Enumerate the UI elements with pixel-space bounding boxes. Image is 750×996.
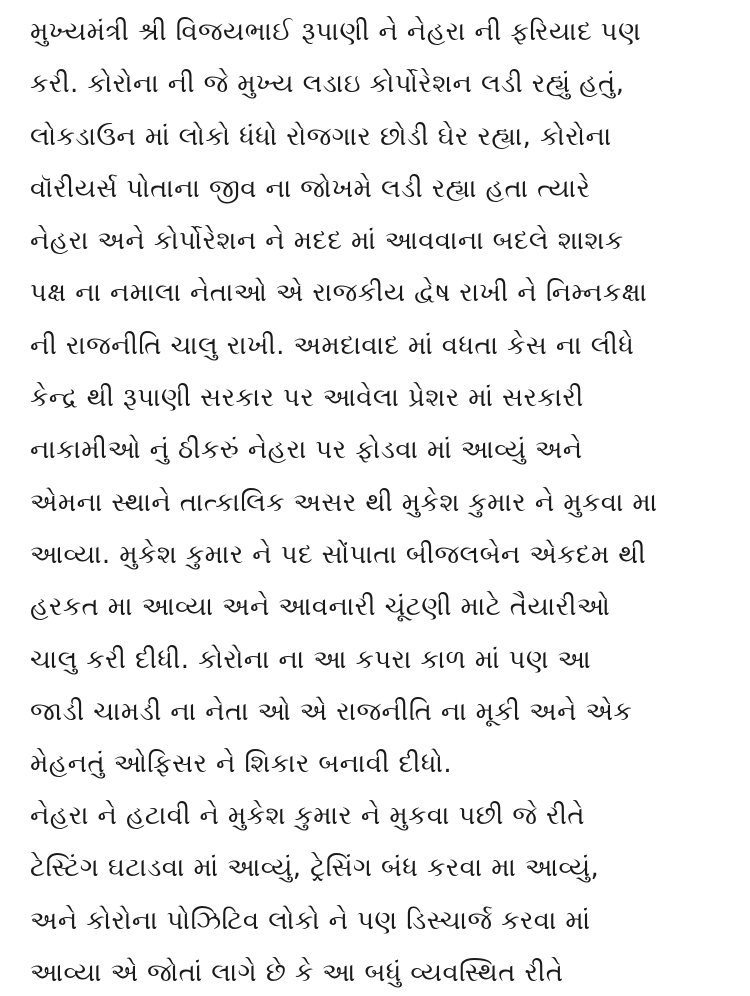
text-line: મેહનતું ઓફિસર ને શિકાર બનાવી દીધો.	[30, 749, 453, 780]
paragraph-2	[30, 790, 730, 996]
text-line: મુખ્યમંત્રી શ્રી વિજયભાઈ રૂપાણી ને નેહરા ની ફરિયાદ પણ	[30, 17, 642, 47]
text-line: નેહરા અને કોર્પોરેશન ને મદદ માં આવવાના બદલે શાશક	[30, 226, 624, 257]
text-line: એમના સ્થાને તાત્કાલિક અસર થી મુકેશ કુમાર ને મુકવા મા	[30, 487, 658, 518]
text-line: નાકામીઓ નું ઠીકરું નેહરા પર ફોડવા માં આવ્યું અને	[30, 435, 583, 466]
text-line: વૉરીયર્સ પોતાના જીવ ના જોખમે લડી રહ્યા હતા ત્યારે	[30, 173, 591, 204]
text-line: ની રાજનીતિ ચાલુ રાખી. અમદાવાદ માં વધતા કેસ ના લીધે	[30, 330, 635, 361]
text-line: કરી. કોરોના ની જે મુખ્ય લડાઇ કોર્પોરેશન લડી રહ્યું હતું,	[30, 69, 625, 100]
text-line: ટેસ્ટિંગ ઘટાડવા માં આવ્યું, ટ્રેસિંગ બંધ કરવા મા આવ્યું,	[30, 853, 600, 884]
text-line: લોકડાઉન માં લોકો ધંધો રોજગાર છોડી ઘેર રહ્યા, કોરોના	[30, 121, 612, 152]
text-line: કેન્દ્ર થી રૂપાણી સરકાર પર આવેલા પ્રેશર માં સરકારી	[30, 383, 584, 414]
text-line: નેહરા ને હટાવી ને મુકેશ કુમાર ને મુકવા પછી જે રીતે	[30, 801, 585, 831]
text-line: આવ્યા એ જોતાં લાગે છે કે આ બધું વ્યવસ્થિત રીતે	[30, 957, 564, 988]
text-line: હરકત મા આવ્યા અને આવનારી ચૂંટણી માટે તૈયારીઓ	[30, 592, 611, 623]
text-line: જાડી ચામડી ના નેતા ઓ એ રાજનીતિ ના મૂકી અને એક	[30, 696, 633, 727]
paragraph-1	[30, 6, 730, 790]
text-line: પક્ષ ના નમાલા નેતાઓ એ રાજકીય દ્વેષ રાખી ને નિમ્નકક્ષા	[30, 278, 648, 309]
text-line: ચાલુ કરી દીધી. કોરોના ના આ કપરા કાળ માં પણ આ	[30, 644, 592, 675]
text-line: આવ્યા. મુકેશ કુમાર ને પદ સોંપાતા બીજલબેન એકદમ થી	[30, 539, 647, 570]
text-line: અને કોરોના પોઝિટિવ લોકો ને પણ ડિસ્ચાર્જ કરવા માં	[30, 905, 591, 936]
